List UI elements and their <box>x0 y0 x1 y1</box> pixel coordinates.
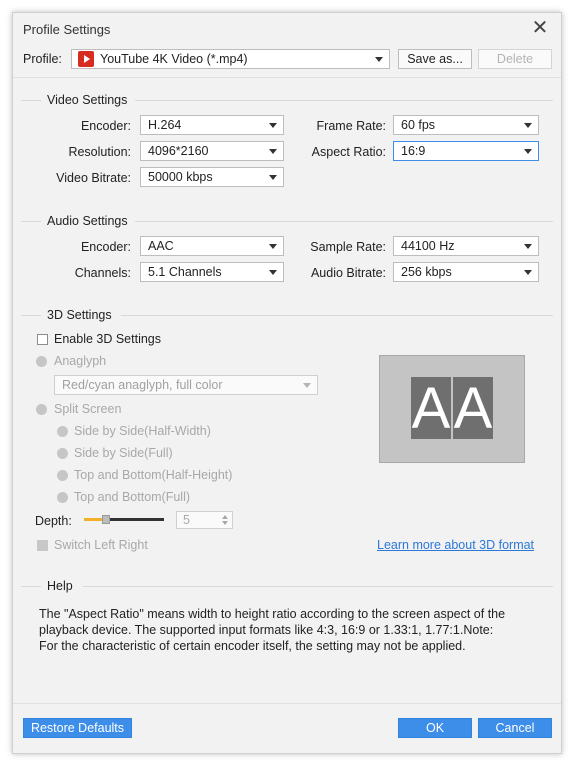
depth-slider-thumb[interactable] <box>102 515 110 524</box>
video-settings-title: Video Settings <box>47 93 128 107</box>
audio-bitrate-label: Audio Bitrate: <box>310 266 386 280</box>
aspect-ratio-label: Aspect Ratio: <box>311 145 386 159</box>
frame-rate-label: Frame Rate: <box>316 119 386 133</box>
side-by-side-full-radio[interactable] <box>57 448 68 459</box>
video-settings-rule-left <box>21 100 41 101</box>
channels-value: 5.1 Channels <box>148 265 222 279</box>
3d-settings-title: 3D Settings <box>47 308 112 322</box>
side-by-side-full-label: Side by Side(Full) <box>74 446 173 460</box>
anaglyph-select[interactable] <box>54 375 318 395</box>
help-line: playback device. The supported input formats like 4:3, 16:9 or 1.33:1, 1.77:1.Note: <box>39 623 494 637</box>
3d-preview <box>379 355 525 463</box>
top-bottom-full-radio[interactable] <box>57 492 68 503</box>
top-bottom-half-label: Top and Bottom(Half-Height) <box>74 468 233 482</box>
video-bitrate-select[interactable] <box>140 167 284 187</box>
divider <box>13 77 561 78</box>
audio-encoder-label: Encoder: <box>80 240 131 254</box>
chevron-down-icon <box>524 270 532 275</box>
video-bitrate-label: Video Bitrate: <box>56 171 131 185</box>
youtube-icon <box>78 51 94 67</box>
switch-left-right-checkbox[interactable] <box>37 540 48 551</box>
cancel-button[interactable]: Cancel <box>478 718 552 738</box>
split-screen-label: Split Screen <box>54 402 122 416</box>
profile-label: Profile: <box>23 52 62 66</box>
chevron-down-icon <box>269 270 277 275</box>
video-encoder-select[interactable] <box>140 115 284 135</box>
side-by-side-half-radio[interactable] <box>57 426 68 437</box>
close-icon[interactable]: ✕ <box>531 17 549 39</box>
anaglyph-label: Anaglyph <box>54 354 107 368</box>
chevron-down-icon <box>269 244 277 249</box>
audio-settings-rule-left <box>21 221 41 222</box>
depth-label: Depth: <box>35 514 72 528</box>
profile-select[interactable] <box>71 49 390 69</box>
title-bar <box>13 13 561 45</box>
switch-left-right-label: Switch Left Right <box>54 538 148 552</box>
chevron-up-icon[interactable] <box>222 515 228 519</box>
chevron-down-icon <box>269 123 277 128</box>
help-line: For the characteristic of certain encoder itself, the setting may not be applied. <box>39 639 466 653</box>
help-text <box>39 606 555 654</box>
window-title: Profile Settings <box>23 22 111 37</box>
enable-3d-checkbox[interactable] <box>37 334 48 345</box>
channels-label: Channels: <box>74 266 131 280</box>
depth-value: 5 <box>183 513 190 527</box>
help-title: Help <box>47 579 73 593</box>
sample-rate-value: 44100 Hz <box>401 239 455 253</box>
enable-3d-label: Enable 3D Settings <box>54 332 162 346</box>
anaglyph-value: Red/cyan anaglyph, full color <box>62 378 223 392</box>
audio-settings-rule <box>135 221 553 222</box>
frame-rate-value: 60 fps <box>401 118 436 132</box>
channels-select[interactable] <box>140 262 284 282</box>
resolution-value: 4096*2160 <box>148 144 209 158</box>
top-bottom-half-radio[interactable] <box>57 470 68 481</box>
depth-stepper[interactable] <box>176 511 233 529</box>
depth-slider[interactable] <box>84 518 164 521</box>
video-bitrate-value: 50000 kbps <box>148 170 213 184</box>
3d-settings-rule-left <box>21 315 41 316</box>
chevron-down-icon <box>524 244 532 249</box>
frame-rate-select[interactable] <box>393 115 539 135</box>
audio-bitrate-select[interactable] <box>393 262 539 282</box>
3d-settings-rule <box>121 315 553 316</box>
video-encoder-label: Encoder: <box>80 119 131 133</box>
restore-defaults-button[interactable]: Restore Defaults <box>23 718 132 738</box>
chevron-down-icon <box>269 175 277 180</box>
save-as-button[interactable]: Save as... <box>398 49 472 69</box>
anaglyph-radio[interactable] <box>36 356 47 367</box>
video-settings-rule <box>135 100 553 101</box>
ok-button[interactable]: OK <box>398 718 472 738</box>
sample-rate-label: Sample Rate: <box>310 240 386 254</box>
video-encoder-value: H.264 <box>148 118 182 132</box>
chevron-down-icon <box>303 383 311 388</box>
help-rule <box>83 586 553 587</box>
audio-encoder-value: AAC <box>148 239 174 253</box>
sample-rate-select[interactable] <box>393 236 539 256</box>
resolution-select[interactable] <box>140 141 284 161</box>
profile-settings-dialog <box>12 12 562 754</box>
top-bottom-full-label: Top and Bottom(Full) <box>74 490 191 504</box>
audio-settings-title: Audio Settings <box>47 214 128 228</box>
profile-value: YouTube 4K Video (*.mp4) <box>100 52 248 66</box>
side-by-side-half-label: Side by Side(Half-Width) <box>74 424 211 438</box>
chevron-down-icon <box>524 149 532 154</box>
preview-right-glyph: A <box>453 376 493 441</box>
aspect-ratio-value: 16:9 <box>401 144 426 158</box>
aspect-ratio-select[interactable] <box>393 141 539 161</box>
chevron-down-icon <box>269 149 277 154</box>
help-line: The "Aspect Ratio" means width to height ratio according to the screen aspect of the <box>39 607 506 621</box>
help-rule-left <box>21 586 41 587</box>
preview-left-glyph: A <box>411 376 451 441</box>
split-screen-radio[interactable] <box>36 404 47 415</box>
chevron-down-icon[interactable] <box>222 521 228 525</box>
delete-button[interactable]: Delete <box>478 49 552 69</box>
audio-encoder-select[interactable] <box>140 236 284 256</box>
chevron-down-icon <box>375 57 383 62</box>
resolution-label: Resolution: <box>68 145 131 159</box>
audio-bitrate-value: 256 kbps <box>401 265 452 279</box>
footer-divider <box>13 703 561 704</box>
chevron-down-icon <box>524 123 532 128</box>
learn-more-3d-link[interactable]: Learn more about 3D format <box>377 538 535 552</box>
